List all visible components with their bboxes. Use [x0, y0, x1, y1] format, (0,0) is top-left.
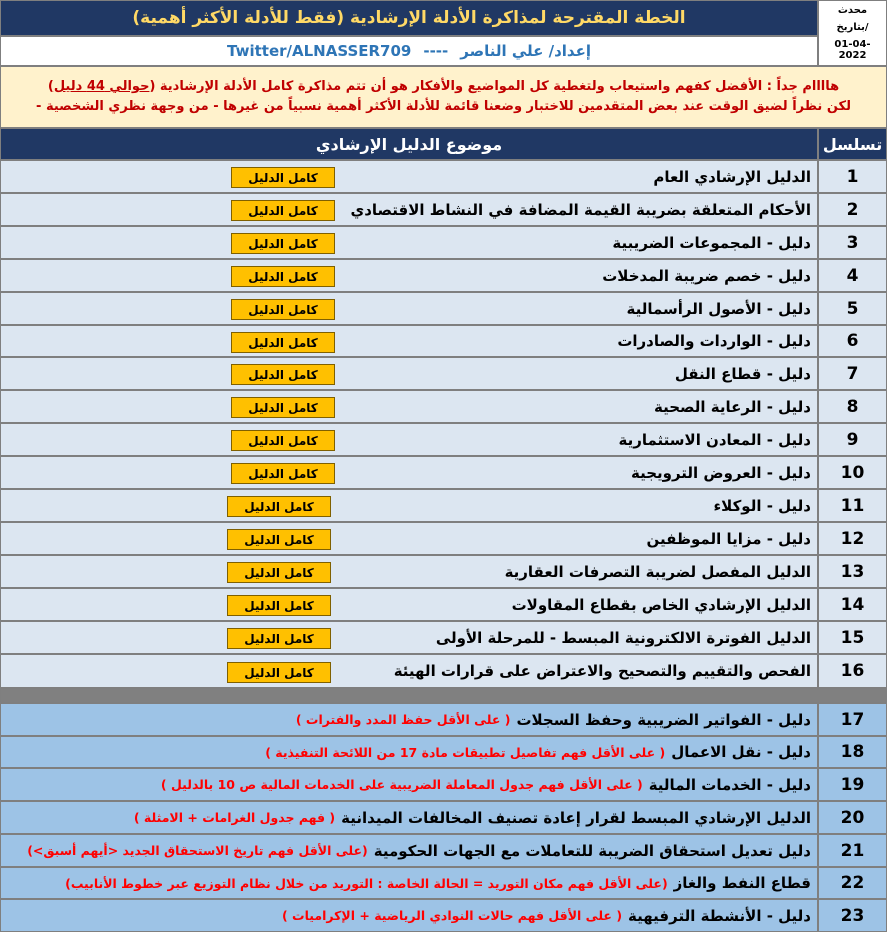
study-scope-note: (على الأقل فهم مكان التوريد = الحالة الخاصة : التوريد من خلال نظام التوزيع عبر خطوط الأنابيب)	[65, 875, 668, 891]
table-row-sequence: 22	[818, 867, 887, 899]
table-row-sequence: 11	[818, 489, 887, 522]
table-row-sequence: 2	[818, 193, 887, 226]
table-row-topic	[0, 456, 818, 489]
author-name: إعداد/ علي الناصر	[460, 42, 591, 60]
full-guide-badge: كامل الدليل	[227, 496, 331, 517]
updated-date-value: 01-04-2022	[834, 39, 871, 61]
note-line-1-text: هاااام جداً : الأفضل كفهم واستيعاب ولتغطية كل المواضيع والأفكار هو أن تتم مذاكرة كامل الأدلة الإرشادية (	[149, 78, 840, 94]
guide-topic: الفحص والتقييم والتصحيح والاعتراض على قرارات الهيئة	[393, 662, 811, 680]
guide-topic: دليل - الوكلاء	[713, 496, 811, 515]
full-guide-badge: كامل الدليل	[227, 529, 331, 550]
table-row-topic	[0, 259, 818, 292]
plan-title: الخطة المقترحة لمذاكرة الأدلة الإرشادية (فقط للأدلة الأكثر أهمية)	[0, 0, 818, 36]
twitter-handle[interactable]: Twitter/ALNASSER709	[227, 42, 412, 60]
note-line-1-close: )	[47, 78, 54, 94]
guide-topic: دليل - الأصول الرأسمالية	[626, 299, 811, 318]
table-row-topic	[0, 703, 818, 736]
guide-topic: دليل - خصم ضريبة المدخلات	[602, 266, 811, 285]
table-row-sequence: 23	[818, 899, 887, 932]
table-row-sequence: 15	[818, 621, 887, 654]
table-row-sequence: 13	[818, 555, 887, 588]
guide-topic: الدليل المفصل لضريبة التصرفات العقارية	[504, 562, 811, 581]
updated-date-block	[818, 0, 887, 66]
full-guide-badge: كامل الدليل	[231, 200, 335, 221]
table-row-sequence: 7	[818, 357, 887, 390]
section-separator	[0, 688, 887, 703]
full-guide-badge: كامل الدليل	[231, 167, 335, 188]
table-row-topic	[0, 621, 818, 654]
full-guide-badge: كامل الدليل	[231, 430, 335, 451]
table-row-sequence: 18	[818, 736, 887, 768]
table-row-sequence: 4	[818, 259, 887, 292]
column-header-sequence: تسلسل	[818, 128, 887, 160]
author-separator: ----	[423, 42, 449, 60]
study-scope-note: ( فهم جدول الغرامات + الامثلة )	[133, 810, 336, 825]
guide-topic: الدليل الإرشادي الخاص بقطاع المقاولات	[511, 595, 811, 614]
guide-topic: دليل - الأنشطة الترفيهية	[628, 906, 811, 925]
table-row-topic	[0, 226, 818, 259]
table-row-topic	[0, 555, 818, 588]
study-scope-note: (على الأقل فهم تاريخ الاستحقاق الجديد <أيهم أسبق>)	[27, 843, 368, 858]
table-row-sequence: 20	[818, 801, 887, 834]
table-row-sequence: 6	[818, 325, 887, 357]
full-guide-badge: كامل الدليل	[227, 628, 331, 649]
table-row-topic	[0, 292, 818, 325]
guide-topic: الأحكام المتعلقة بضريبة القيمة المضافة في النشاط الاقتصادي	[350, 200, 811, 219]
table-row-topic	[0, 357, 818, 390]
study-scope-note: ( على الأقل حفظ المدد والفترات )	[295, 712, 511, 727]
full-guide-badge: كامل الدليل	[231, 233, 335, 254]
guide-topic: دليل - الرعاية الصحية	[653, 397, 811, 416]
full-guide-badge: كامل الدليل	[231, 266, 335, 287]
table-row-sequence: 21	[818, 834, 887, 867]
table-row-sequence: 12	[818, 522, 887, 555]
guide-topic: الدليل الفوترة الالكترونية المبسط - للمرحلة الأولى	[435, 628, 811, 647]
table-row-sequence: 8	[818, 390, 887, 423]
table-row-topic	[0, 160, 818, 193]
table-row-topic	[0, 899, 818, 932]
column-header-topic: موضوع الدليل الإرشادي	[0, 128, 818, 160]
full-guide-badge: كامل الدليل	[227, 595, 331, 616]
guide-topic: دليل تعديل استحقاق الضريبة للتعاملات مع الجهات الحكومية	[373, 841, 811, 860]
table-row-topic	[0, 588, 818, 621]
table-row-topic	[0, 654, 818, 688]
note-guide-count: حوالي 44 دليل	[53, 78, 150, 94]
table-row-topic	[0, 325, 818, 357]
full-guide-badge: كامل الدليل	[231, 332, 335, 353]
study-scope-note: ( على الأقل فهم تفاصيل تطبيقات مادة 17 من اللائحة التنفيذية )	[265, 744, 666, 760]
guide-topic: الدليل الإرشادي العام	[653, 167, 811, 186]
note-line-1	[48, 77, 839, 97]
important-note	[0, 66, 887, 128]
table-row-sequence: 16	[818, 654, 887, 688]
full-guide-badge: كامل الدليل	[231, 364, 335, 385]
guide-topic: دليل - الواردات والصادرات	[617, 332, 811, 350]
study-scope-note: ( على الأقل فهم حالات النوادي الرياضية + الإكراميات )	[281, 908, 623, 923]
table-row-topic	[0, 768, 818, 801]
guide-topic: دليل - قطاع النقل	[674, 364, 811, 383]
guide-topic: دليل - مزايا الموظفين	[646, 529, 811, 548]
note-line-2: لكن نظراً لضيق الوقت عند بعض المتقدمين للاختبار وضعنا قائمة للأدلة الأكثر أهمية نسبياً من غيرها - من وجهة نظري الشخصية -	[36, 99, 851, 114]
table-row-topic	[0, 390, 818, 423]
table-row-sequence: 9	[818, 423, 887, 456]
table-row-topic	[0, 736, 818, 768]
full-guide-badge: كامل الدليل	[231, 299, 335, 320]
author-line	[0, 36, 818, 66]
table-row-sequence: 3	[818, 226, 887, 259]
guide-topic: قطاع النفط والغاز	[673, 874, 811, 892]
guide-topic: دليل - العروض الترويجية	[630, 463, 811, 482]
table-row-sequence: 10	[818, 456, 887, 489]
study-scope-note: ( على الأقل فهم جدول المعاملة الضريبية على الخدمات المالية ص 10 بالدليل )	[160, 777, 643, 792]
full-guide-badge: كامل الدليل	[227, 662, 331, 683]
table-row-topic	[0, 867, 818, 899]
table-row-topic	[0, 193, 818, 226]
guide-topic: دليل - نقل الاعمال	[671, 743, 811, 761]
table-row-sequence: 5	[818, 292, 887, 325]
guide-topic: الدليل الإرشادي المبسط لقرار إعادة تصنيف المخالفات الميدانية	[341, 808, 811, 827]
table-row-topic	[0, 423, 818, 456]
table-row-sequence: 19	[818, 768, 887, 801]
guide-topic: دليل - الخدمات المالية	[648, 775, 811, 794]
table-row-sequence: 1	[818, 160, 887, 193]
full-guide-badge: كامل الدليل	[227, 562, 331, 583]
updated-label: محدث	[837, 5, 868, 16]
table-row-topic	[0, 489, 818, 522]
guide-topic: دليل - المعادن الاستثمارية	[618, 430, 811, 449]
full-guide-badge: كامل الدليل	[231, 463, 335, 484]
full-guide-badge: كامل الدليل	[231, 397, 335, 418]
table-row-topic	[0, 522, 818, 555]
table-row-topic	[0, 834, 818, 867]
guide-topic: دليل - المجموعات الضريبية	[612, 233, 811, 252]
table-row-sequence: 14	[818, 588, 887, 621]
table-row-topic	[0, 801, 818, 834]
updated-label-date-prefix: بتاريخ/	[836, 22, 869, 33]
table-row-sequence: 17	[818, 703, 887, 736]
guide-topic: دليل - الفواتير الضريبية وحفظ السجلات	[516, 710, 811, 729]
